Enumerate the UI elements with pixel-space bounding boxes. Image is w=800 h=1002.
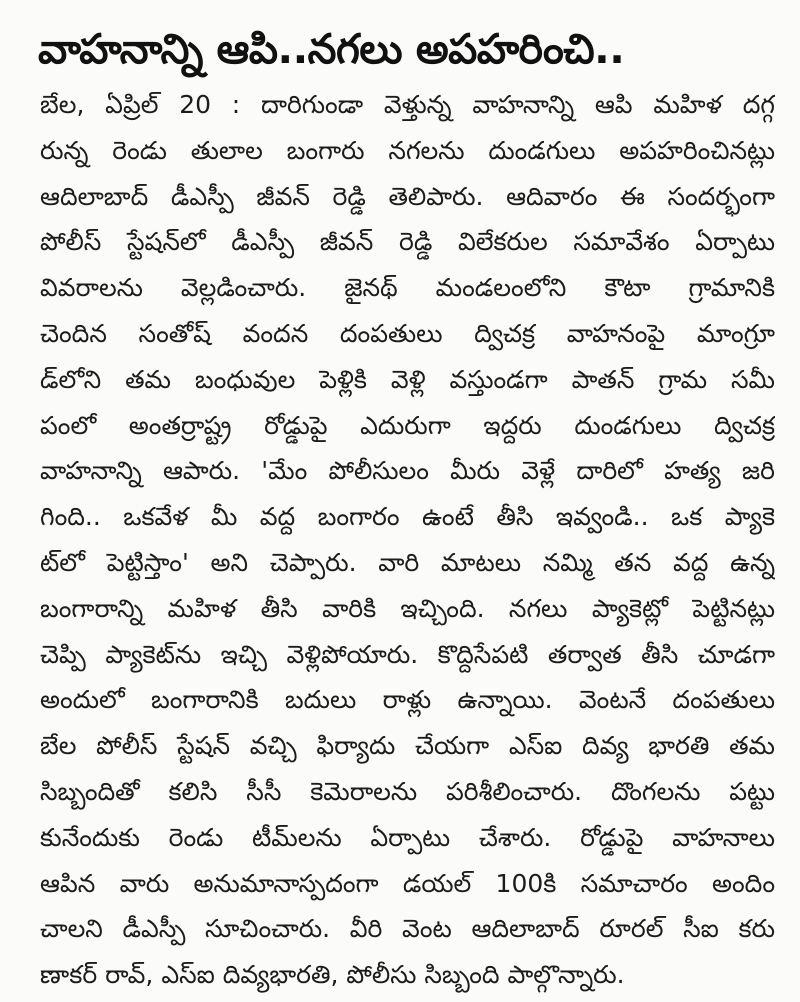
article-line: కునేందుకు రెండు టీమ్‌లను ఏర్పాటు చేశారు. రోడ్డుపై వాహనాలు <box>40 822 775 852</box>
article-line: వాహనాన్ని ఆపారు. 'మేం పోలీసులం మీరు వెళ్లే దారిలో హత్య జరి <box>40 456 775 486</box>
article-line: చాలని డీఎస్పీ సూచించారు. వీరి వెంట ఆదిలాబాద్ రూరల్ సీఐ కరు <box>40 914 775 944</box>
article-line: సిబ్బందితో కలిసి సీసీ కెమెరాలను పరిశీలించారు. దొంగలను పట్టు <box>40 776 775 806</box>
article-headline: వాహనాన్ని ఆపి..నగలు అపహరించి.. <box>38 25 625 73</box>
article-line: ఆపిన వారు అనుమానాస్పదంగా డయల్ 100కి సమాచారం అందిం <box>40 868 775 898</box>
article-line: రున్న రెండు తులాల బంగారు నగలను దుండగులు అపహరించినట్లు <box>40 135 775 165</box>
article-line: అందులో బంగారానికి బదులు రాళ్లు ఉన్నాయి. వెంటనే దంపతులు <box>40 685 775 715</box>
article-line: బేల, ఏప్రిల్ 20 : దారిగుండా వెళ్తున్న వాహనాన్ని ఆపి మహిళ దగ్గ <box>40 90 775 119</box>
article-line: డ్‌లోని తమ బంధువుల పెళ్లికి వెళ్లి వస్తుండగా పాతన్ గ్రామ సమీ <box>40 364 775 394</box>
article-line: చెప్పి ప్యాకెట్‌ను ఇచ్చి వెళ్లిపోయారు. కొద్దిసేపటి తర్వాత తీసి చూడగా <box>40 639 775 669</box>
article-line: పోలీస్ స్టేషన్‌లో డీఎస్పీ జీవన్ రెడ్డి విలేకరుల సమావేశం ఏర్పాటు <box>40 227 775 257</box>
article-line: ణాకర్ రావ్, ఎస్ఐ దివ్యభారతి, పోలీసు సిబ్బంది పాల్గొన్నారు. <box>40 960 625 990</box>
article-line: చెందిన సంతోష్ వందన దంపతులు ద్విచక్ర వాహనంపై మాంగ్రూ <box>40 318 775 348</box>
article-line: ట్‌లో పెట్టిస్తాం' అని చెప్పారు. వారి మాటలు నమ్మి తన వద్ద ఉన్న <box>40 547 775 577</box>
article-line: పంలో అంతర్రాష్ట్ర రోడ్డుపై ఎదురుగా ఇద్దరు దుండగులు ద్విచక్ర <box>40 410 775 440</box>
article-body <box>40 82 775 998</box>
article-line: బంగారాన్ని మహిళ తీసి వారికి ఇచ్చింది. నగలు ప్యాకెట్లో పెట్టినట్లు <box>40 593 775 623</box>
article-line: బేల పోలీస్ స్టేషన్ వచ్చి ఫిర్యాదు చేయగా ఎస్ఐ దివ్య భారతి తమ <box>40 731 775 761</box>
article-line: గింది.. ఒకవేళ మీ వద్ద బంగారం ఉంటే తీసి ఇవ్వండి.. ఒక ప్యాకె <box>40 502 775 532</box>
article-line: ఆదిలాబాద్ డీఎస్పీ జీవన్ రెడ్డి తెలిపారు. ఆదివారం ఈ సందర్భంగా <box>40 181 775 211</box>
article-line: వివరాలను వెల్లడించారు. జైనథ్ మండలంలోని కౌటా గ్రామానికి <box>40 273 775 303</box>
